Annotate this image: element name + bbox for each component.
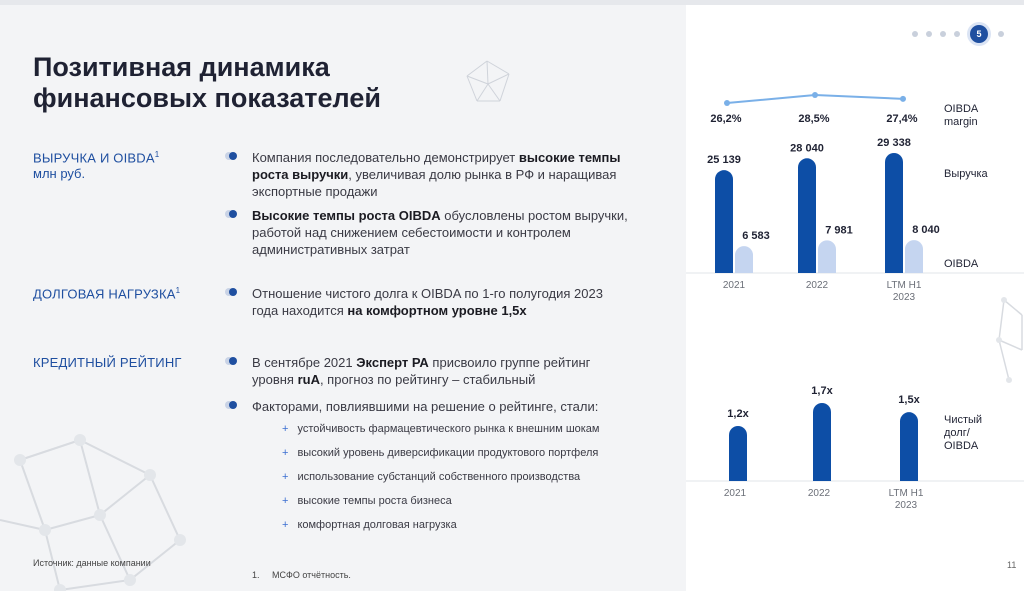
net-debt-oibda-value-label: 1,2x xyxy=(727,407,749,420)
revenue-bar xyxy=(885,153,903,273)
revenue-bar xyxy=(798,158,816,273)
factor-text: высокие темпы роста бизнеса xyxy=(297,495,452,507)
net-debt-oibda-bar xyxy=(729,426,747,481)
net-debt-oibda-bar xyxy=(900,412,918,481)
legend-revenue: Выручка xyxy=(944,168,988,180)
legend-net-debt-oibda: OIBDA xyxy=(944,440,979,452)
chart1-category-label: 2023 xyxy=(892,292,916,303)
bullet-text: Компания последовательно демонстрирует xyxy=(252,150,516,165)
oibda-margin-label: 28,5% xyxy=(798,113,830,125)
oibda-margin-point xyxy=(900,96,906,102)
current-slide-indicator[interactable]: 5 xyxy=(970,25,988,43)
bullet-text: , прогноз по рейтингу – стабильный xyxy=(319,372,536,387)
net-debt-oibda-value-label: 1,5x xyxy=(898,394,920,407)
plus-icon: + xyxy=(282,519,289,531)
footnote-marker: 1 xyxy=(175,286,181,295)
bullet-bold-text: Эксперт РА xyxy=(356,355,429,370)
factor-text: использование субстанций собственного производства xyxy=(297,471,581,483)
legend-net-debt-oibda: долг/ xyxy=(944,427,970,439)
plus-icon: + xyxy=(282,447,289,459)
factor-text: комфортная долговая нагрузка xyxy=(297,519,457,531)
oibda-bar xyxy=(905,240,923,273)
page-number: 11 xyxy=(1007,560,1017,570)
chart2-category-label: LTM H1 xyxy=(888,488,924,499)
bullet-text: Факторами, повлиявшими на решение о рейтинге, стали: xyxy=(252,399,599,414)
chart2-category-label: 2021 xyxy=(723,488,747,499)
factor-text: устойчивость фармацевтического рынка к внешним шокам xyxy=(297,423,600,435)
oibda-bar xyxy=(818,240,836,273)
net-debt-oibda-value-label: 1,7x xyxy=(811,385,833,397)
bullet-bold-text: Высокие темпы роста OIBDA xyxy=(252,208,441,223)
section-label-rating: КРЕДИТНЫЙ РЕЙТИНГ xyxy=(33,355,182,370)
revenue-value-label: 29 338 xyxy=(877,137,911,149)
bullet-text: В сентябре 2021 xyxy=(252,355,357,370)
revenue-value-label: 28 040 xyxy=(790,142,824,155)
oibda-margin-point xyxy=(724,100,730,106)
revenue-bar xyxy=(715,170,733,273)
page-title: Позитивная динамика финансовых показателей xyxy=(33,52,381,113)
plus-icon: + xyxy=(282,471,289,483)
chart1-category-label: 2021 xyxy=(722,280,746,291)
bullet-bold-text: высокие темпы роста выручки xyxy=(252,150,621,182)
oibda-margin-label: 26,2% xyxy=(710,113,742,125)
oibda-value-label: 7 981 xyxy=(825,224,853,237)
chart1-category-label: LTM H1 xyxy=(886,280,922,291)
plus-icon: + xyxy=(282,423,289,435)
chart2-category-label: 2022 xyxy=(807,488,831,499)
legend-oibda-margin: OIBDA xyxy=(944,103,979,115)
chart1-category-label: 2022 xyxy=(805,280,829,291)
factor-text: высокий уровень диверсификации продуктового портфеля xyxy=(297,447,599,459)
debt-label-text: ДОЛГОВАЯ НАГРУЗКА xyxy=(33,286,176,302)
bullet-bold-text: ruA xyxy=(297,372,320,387)
oibda-margin-point xyxy=(812,92,818,98)
oibda-bar xyxy=(735,246,753,273)
footnote-text: МСФО отчётность. xyxy=(272,570,351,580)
plus-icon: + xyxy=(282,495,289,507)
chart2-category-label: 2023 xyxy=(894,500,918,511)
bullet-text: присвоило группе рейтинг уровня xyxy=(252,355,591,387)
legend-oibda-margin: margin xyxy=(944,116,978,128)
oibda-value-label: 8 040 xyxy=(912,224,940,237)
bullet-text: Отношение чистого долга к OIBDA по 1-го полугодия 2023 года находится xyxy=(252,286,603,318)
revenue-value-label: 25 139 xyxy=(707,154,741,167)
bullet-text: обусловлены ростом выручки, работой над снижением себестоимости и контролем административных затрат xyxy=(252,208,628,257)
bullet-bold-text: на комфортном уровне 1,5х xyxy=(347,303,527,318)
legend-oibda: OIBDA xyxy=(944,258,979,270)
section-unit: млн руб. xyxy=(33,166,86,181)
net-debt-oibda-bar xyxy=(813,403,831,481)
oibda-margin-label: 27,4% xyxy=(886,113,918,125)
source-note: Источник: данные компании xyxy=(33,558,151,568)
legend-net-debt-oibda: Чистый xyxy=(944,414,983,426)
footnote-number: 1. xyxy=(252,570,260,580)
revenue-label-text: ВЫРУЧКА И OIBDA xyxy=(33,150,155,166)
footnote-marker: 1 xyxy=(154,150,160,159)
bullet-text: , увеличивая долю рынка в РФ и наращивая экспортные продажи xyxy=(252,167,617,199)
oibda-value-label: 6 583 xyxy=(742,230,770,243)
